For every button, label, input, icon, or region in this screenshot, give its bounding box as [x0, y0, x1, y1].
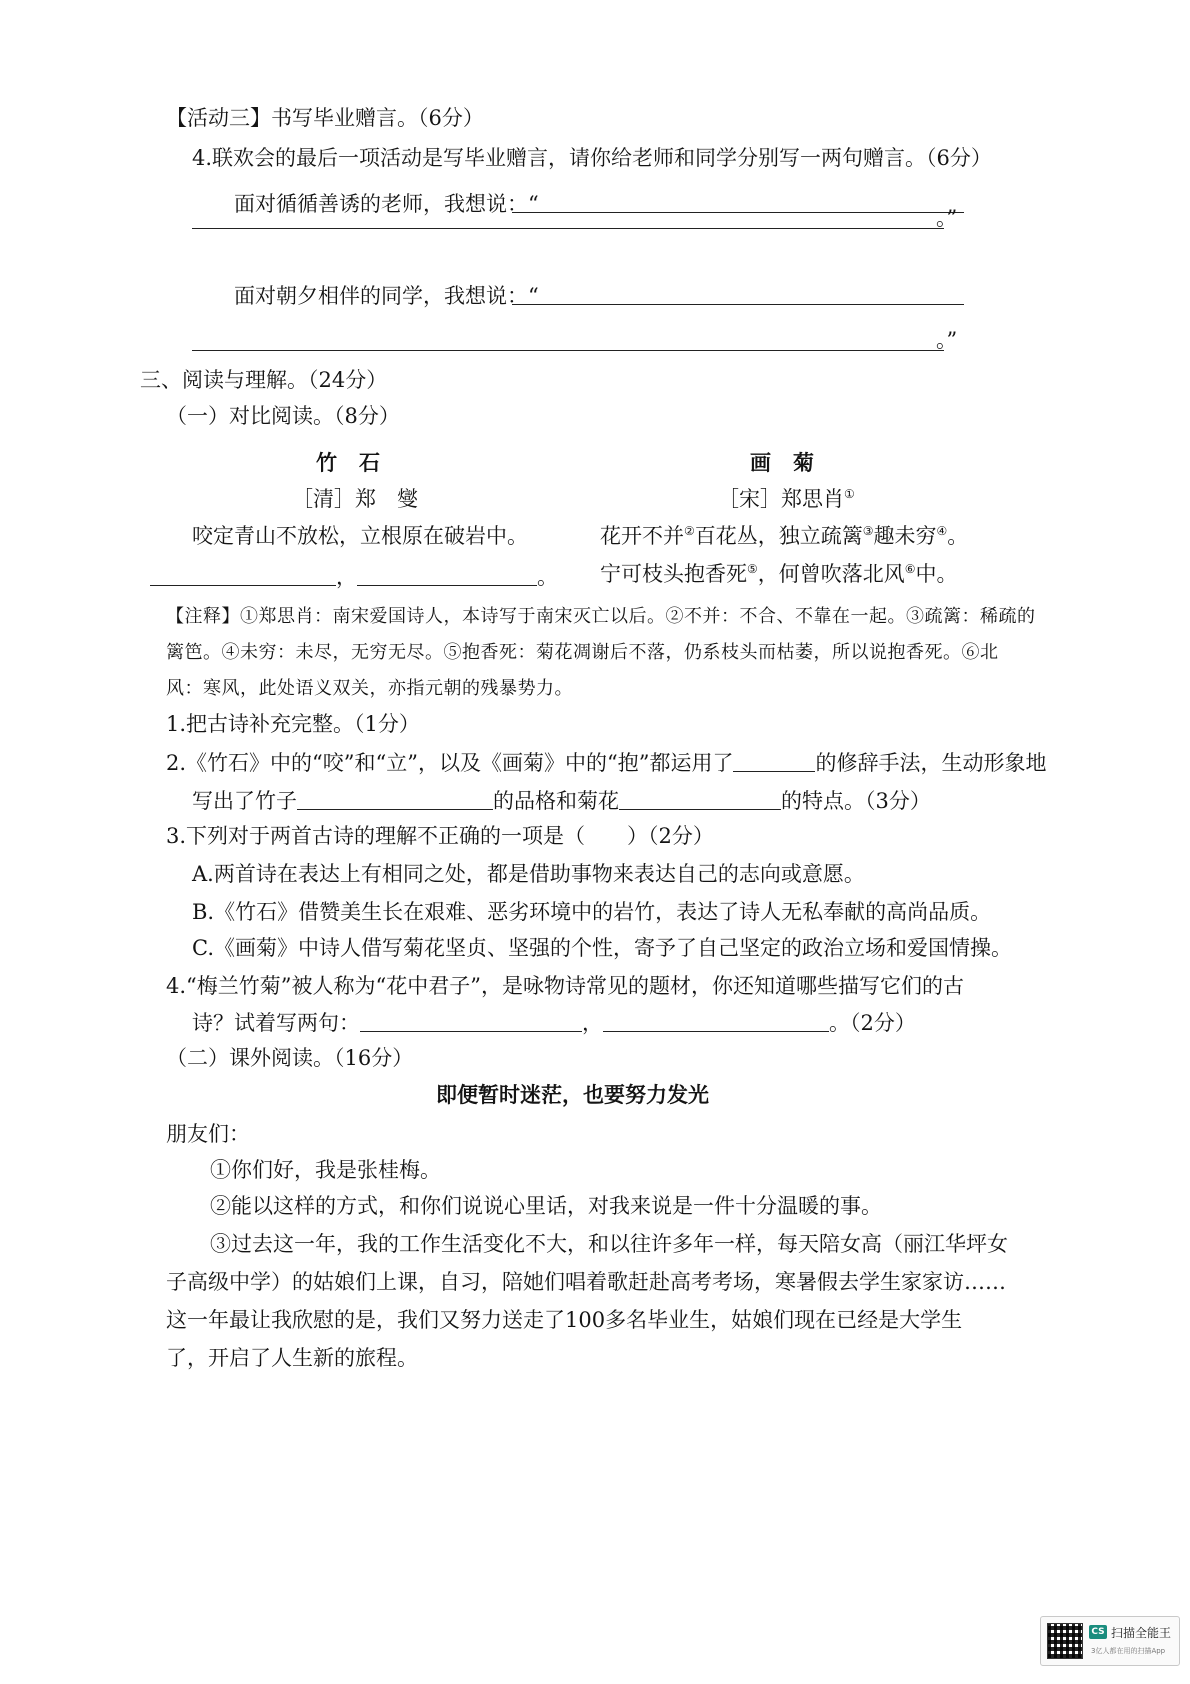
question-3-option-c[interactable]: C.《画菊》中诗人借写菊花坚贞、坚强的个性，寄予了自己坚定的政治立场和爱国情操。 — [192, 936, 1012, 960]
poem2-author — [718, 487, 855, 512]
article-paragraph-2: ②能以这样的方式，和你们说说心里话，对我来说是一件十分温暖的事。 — [210, 1194, 882, 1218]
teacher-answer-line-1[interactable] — [512, 212, 964, 213]
cs-logo-icon: CS — [1089, 1625, 1107, 1639]
question-3-option-b[interactable]: B.《竹石》借赞美生长在艰难、恶劣环境中的岩竹，表达了诗人无私奉献的高尚品质。 — [192, 900, 992, 924]
question-4-line-2 — [192, 1010, 916, 1036]
teacher-close-quote: 。” — [936, 206, 958, 230]
question-4-blank-2[interactable] — [603, 1010, 829, 1032]
question-4-end: 。（2分） — [829, 1011, 916, 1035]
classmate-answer-line-1[interactable] — [512, 304, 964, 305]
question-4-blank-1[interactable] — [360, 1010, 582, 1032]
poem2-author-note-mark: ① — [844, 487, 855, 501]
article-paragraph-3-line-1: ③过去这一年，我的工作生活变化不大，和以往许多年一样，每天陪女高（丽江华坪女 — [210, 1232, 1008, 1256]
poem2-line1-part-d: 。 — [947, 524, 969, 548]
scanner-app-subtitle: 3亿人都在用的扫描App — [1091, 1647, 1166, 1655]
classmate-answer-line-2[interactable] — [192, 350, 944, 351]
article-greeting: 朋友们： — [166, 1122, 250, 1146]
article-title: 即便暂时迷茫，也要努力发光 — [436, 1082, 709, 1107]
note-mark-4: ④ — [936, 524, 948, 538]
question-2-text-e: 的特点。（3分） — [781, 789, 931, 813]
poem2-line2-part-b: ，何曾吹落北风 — [757, 562, 905, 586]
article-paragraph-3-line-3: 这一年最让我欣慰的是，我们又努力送走了100多名毕业生，姑娘们现在已经是大学生 — [166, 1308, 963, 1332]
note-mark-6: ⑥ — [904, 562, 916, 576]
poem1-author: ［清］郑 燮 — [292, 487, 418, 511]
question-4-line-1: 4.“梅兰竹菊”被人称为“花中君子”，是咏物诗常见的题材，你还知道哪些描写它们的古 — [166, 974, 964, 998]
classmate-prompt-label: 面对朝夕相伴的同学，我想说：“ — [234, 284, 539, 308]
question-2-text-d: 的品格和菊花 — [493, 789, 619, 813]
poem1-comma: ， — [336, 565, 357, 589]
poem1-blank-1[interactable] — [150, 564, 336, 586]
poem2-line1-part-a: 花开不并 — [600, 524, 684, 548]
question-1: 1.把古诗补充完整。（1分） — [166, 712, 420, 736]
notes-line-1: 【注释】①郑思肖：南宋爱国诗人，本诗写于南宋灭亡以后。②不并：不合、不靠在一起。③疏篱：稀疏的 — [166, 606, 1036, 627]
poem2-line2-part-c: 中。 — [915, 562, 958, 586]
poem1-line2 — [150, 564, 558, 590]
question-2-line-2 — [192, 788, 931, 814]
poem1-title: 竹石 — [316, 450, 402, 475]
question-3: 3.下列对于两首古诗的理解不正确的一项是（ ）（2分） — [166, 824, 714, 848]
poem2-line2 — [600, 562, 958, 587]
question-2-text-a: 2.《竹石》中的“咬”和“立”，以及《画菊》中的“抱”都运用了 — [166, 751, 734, 775]
question-3-option-a[interactable]: A.两首诗在表达上有相同之处，都是借助事物来表达自己的志向或意愿。 — [192, 862, 865, 886]
scanner-app-title: 扫描全能王 — [1111, 1626, 1172, 1640]
activity-question-4: 4.联欢会的最后一项活动是写毕业赠言，请你给老师和同学分别写一两句赠言。（6分） — [192, 146, 992, 170]
question-4-comma: ， — [582, 1011, 603, 1035]
poem2-line1-part-b: 百花丛，独立疏篱 — [694, 524, 863, 548]
teacher-answer-line-2[interactable] — [192, 228, 944, 229]
poem1-blank-2[interactable] — [357, 564, 537, 586]
question-2-blank-2[interactable] — [297, 788, 493, 810]
question-2-line-1 — [166, 750, 1046, 776]
poem2-title: 画菊 — [750, 450, 836, 475]
note-mark-3: ③ — [862, 524, 874, 538]
question-2-blank-1[interactable] — [733, 750, 815, 772]
classmate-prompt — [234, 284, 539, 309]
poem1-line1: 咬定青山不放松，立根原在破岩中。 — [192, 524, 528, 548]
poem2-line1-part-c: 趣未穷 — [873, 524, 937, 548]
classmate-close-quote: 。” — [936, 328, 958, 352]
teacher-prompt-label: 面对循循善诱的老师，我想说：“ — [234, 192, 539, 216]
part1-title: （一）对比阅读。（8分） — [166, 404, 400, 428]
part2-title: （二）课外阅读。（16分） — [166, 1046, 414, 1070]
notes-line-3: 风：寒风，此处语义双关，亦指元朝的残暴势力。 — [166, 678, 573, 699]
article-paragraph-3-line-2: 子高级中学）的姑娘们上课，自习，陪她们唱着歌赶赴高考考场，寒暑假去学生家家访…… — [166, 1270, 1006, 1294]
poem2-line2-part-a: 宁可枝头抱香死 — [600, 562, 747, 586]
question-2-blank-3[interactable] — [619, 788, 781, 810]
scanner-app-badge — [1040, 1616, 1180, 1666]
poem2-line1 — [600, 524, 968, 549]
question-2-text-c: 写出了竹子 — [192, 789, 297, 813]
note-mark-5: ⑤ — [747, 562, 758, 576]
article-paragraph-1: ①你们好，我是张桂梅。 — [210, 1158, 441, 1182]
notes-line-2: 篱笆。④未穷：未尽，无穷无尽。⑤抱香死：菊花凋谢后不落，仍系枝头而枯萎，所以说抱香死。⑥北 — [166, 642, 999, 663]
question-2-text-b: 的修辞手法，生动形象地 — [815, 751, 1047, 775]
poem2-author-name: ［宋］郑思肖 — [718, 487, 844, 511]
teacher-prompt — [234, 192, 539, 217]
activity-header: 【活动三】书写毕业赠言。（6分） — [166, 106, 484, 130]
article-paragraph-3-line-4: 了，开启了人生新的旅程。 — [166, 1346, 418, 1370]
question-4-text: 诗？试着写两句： — [192, 1011, 360, 1035]
poem1-period: 。 — [537, 565, 558, 589]
note-mark-2: ② — [684, 524, 695, 538]
section-title: 三、阅读与理解。（24分） — [140, 368, 388, 392]
qr-code-icon — [1047, 1623, 1083, 1659]
